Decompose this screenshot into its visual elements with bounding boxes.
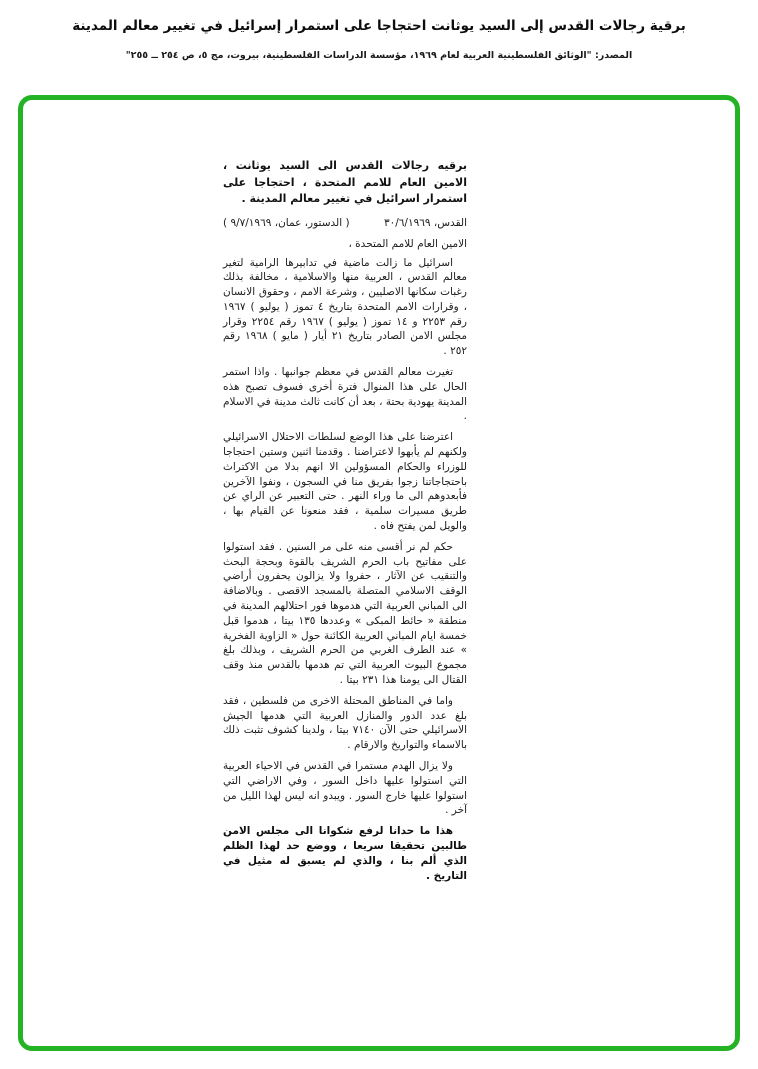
paragraph-protests: اعترضنا على هذا الوضع لسلطات الاحتلال الاسرائيلي ولكنهم لم يأبهوا لاعتراضنا . وقدمنا اثنين وستين احتجاجا للوزراء والحكام المسؤولين الا انهم بدلا من الاكتراث باحتجاجاتنا زجوا بفريق منا في السجون ، ونفوا الآخرين فأبعدوهم الى ما وراء النهر . حتى التعبير عن الراي عن طريق مسيرات سلمية ، فقد منعونا عن القيام بها ، والويل لمن يفتح فاه . xyxy=(223,431,467,533)
dateline-source: ( الدستور، عمان، ٩/٧/١٩٦٩ ) xyxy=(223,216,350,229)
header-source: المصدر: "الوثائق الفلسطينية العربية لعام ١٩٦٩، مؤسسة الدراسات الفلسطينية، بيروت، مج ٥، ص ٢٥٤ ــ ٢٥٥" xyxy=(125,50,633,61)
paragraph-city-changes: تغيرت معالم القدس في معظم جوانبها . واذا استمر الحال على هذا المنوال فترة أخرى فسوف تصبح هذه المدينة يهودية بحتة ، بعد أن كانت ثالث مدينة في الاسلام . xyxy=(223,366,467,423)
closing-paragraph: هذا ما حدانا لرفع شكوانا الى مجلس الامن طالبين تحقيقا سريعا ، ووضع حد لهذا الظلم الذي ألم بنا ، والذي لم يسبق له مثيل في التاريخ . xyxy=(223,825,467,882)
telegram-title: برقيه رجالات القدس الى السيد يوثانت ، الامين العام للامم المتحدة ، احتجاجا على استمرار اسرائيل في تغيير معالم المدينة . xyxy=(223,159,467,205)
paragraph-israel-measures: اسرائيل ما زالت ماضية في تدابيرها الرامية لتغير معالم القدس ، العربية منها والاسلامية ، مخالفة بذلك رغبات سكانها الاصليين ، وشرعة الامم ، وحقوق الانسان ، وقرارات الامم المتحدة بتاريخ ٤ تموز ( يوليو ) ١٩٦٧ رقم ٢٢٥٣ و ١٤ تموز ( يوليو ) ١٩٦٧ رقم ٢٢٥٤ وقرار مجلس الامن الصادر بتاريخ ٢١ أيار ( مايو ) ١٩٦٨ رقم ٢٥٢ . xyxy=(223,256,467,358)
document-frame xyxy=(18,95,740,1051)
telegram-scan xyxy=(223,158,467,883)
paragraph-demolitions-continuing: ولا يزال الهدم مستمرا في القدس في الاحياء العربية التي استولوا عليها داخل السور ، وفي الاراضي التي استولوا عليها خارج السور . ويبدو انه ليس لهذا الليل من آخر . xyxy=(223,760,467,817)
dateline xyxy=(223,217,467,229)
document-header xyxy=(0,0,758,61)
paragraph-demolitions-palestine: واما في المناطق المحتلة الاخرى من فلسطين ، فقد بلغ عدد الدور والمنازل العربية التي هدمها الجيش الاسرائيلي حتى الآن ٧١٤٠ بيتا ، ولدينا كشوف تثبت ذلك بالاسماء والتواريخ والارقام . xyxy=(223,694,467,752)
salutation: الامين العام للامم المتحدة ، xyxy=(348,237,467,250)
header-title: برقية رجالات القدس إلى السيد يوثانت احتجاجا على استمرار إسرائيل في تغيير معالم المدينة xyxy=(72,18,686,34)
paragraph-demolitions-jerusalem: حكم لم نر أقسى منه على مر السنين . فقد استولوا على مفاتيح باب الحرم الشريف بالقوة وبحجة البحث والتنقيب عن الآثار ، حفروا ولا يزالون يحفرون أراضي الوقف الاسلامي المتصلة بالمسجد الاقصى . وبالاضافة الى المباني العربية التي هدموها فور احتلالهم المدينة في منطقة « حائط المبكى » وعددها ١٣٥ بيتا ، هدموا قبل خمسة ايام المباني العربية الكائنة حول « الزاوية الفخرية » عند الطرف الغربي من الحرم الشريف ، وبذلك بلغ مجموع البيوت العربية التي تم هدمها بالقدس منذ وقف القتال الى يومنا هذا ٢٣١ بيتا . xyxy=(223,540,467,687)
dateline-place-date: القدس، ٣٠/٦/١٩٦٩ xyxy=(383,216,467,229)
